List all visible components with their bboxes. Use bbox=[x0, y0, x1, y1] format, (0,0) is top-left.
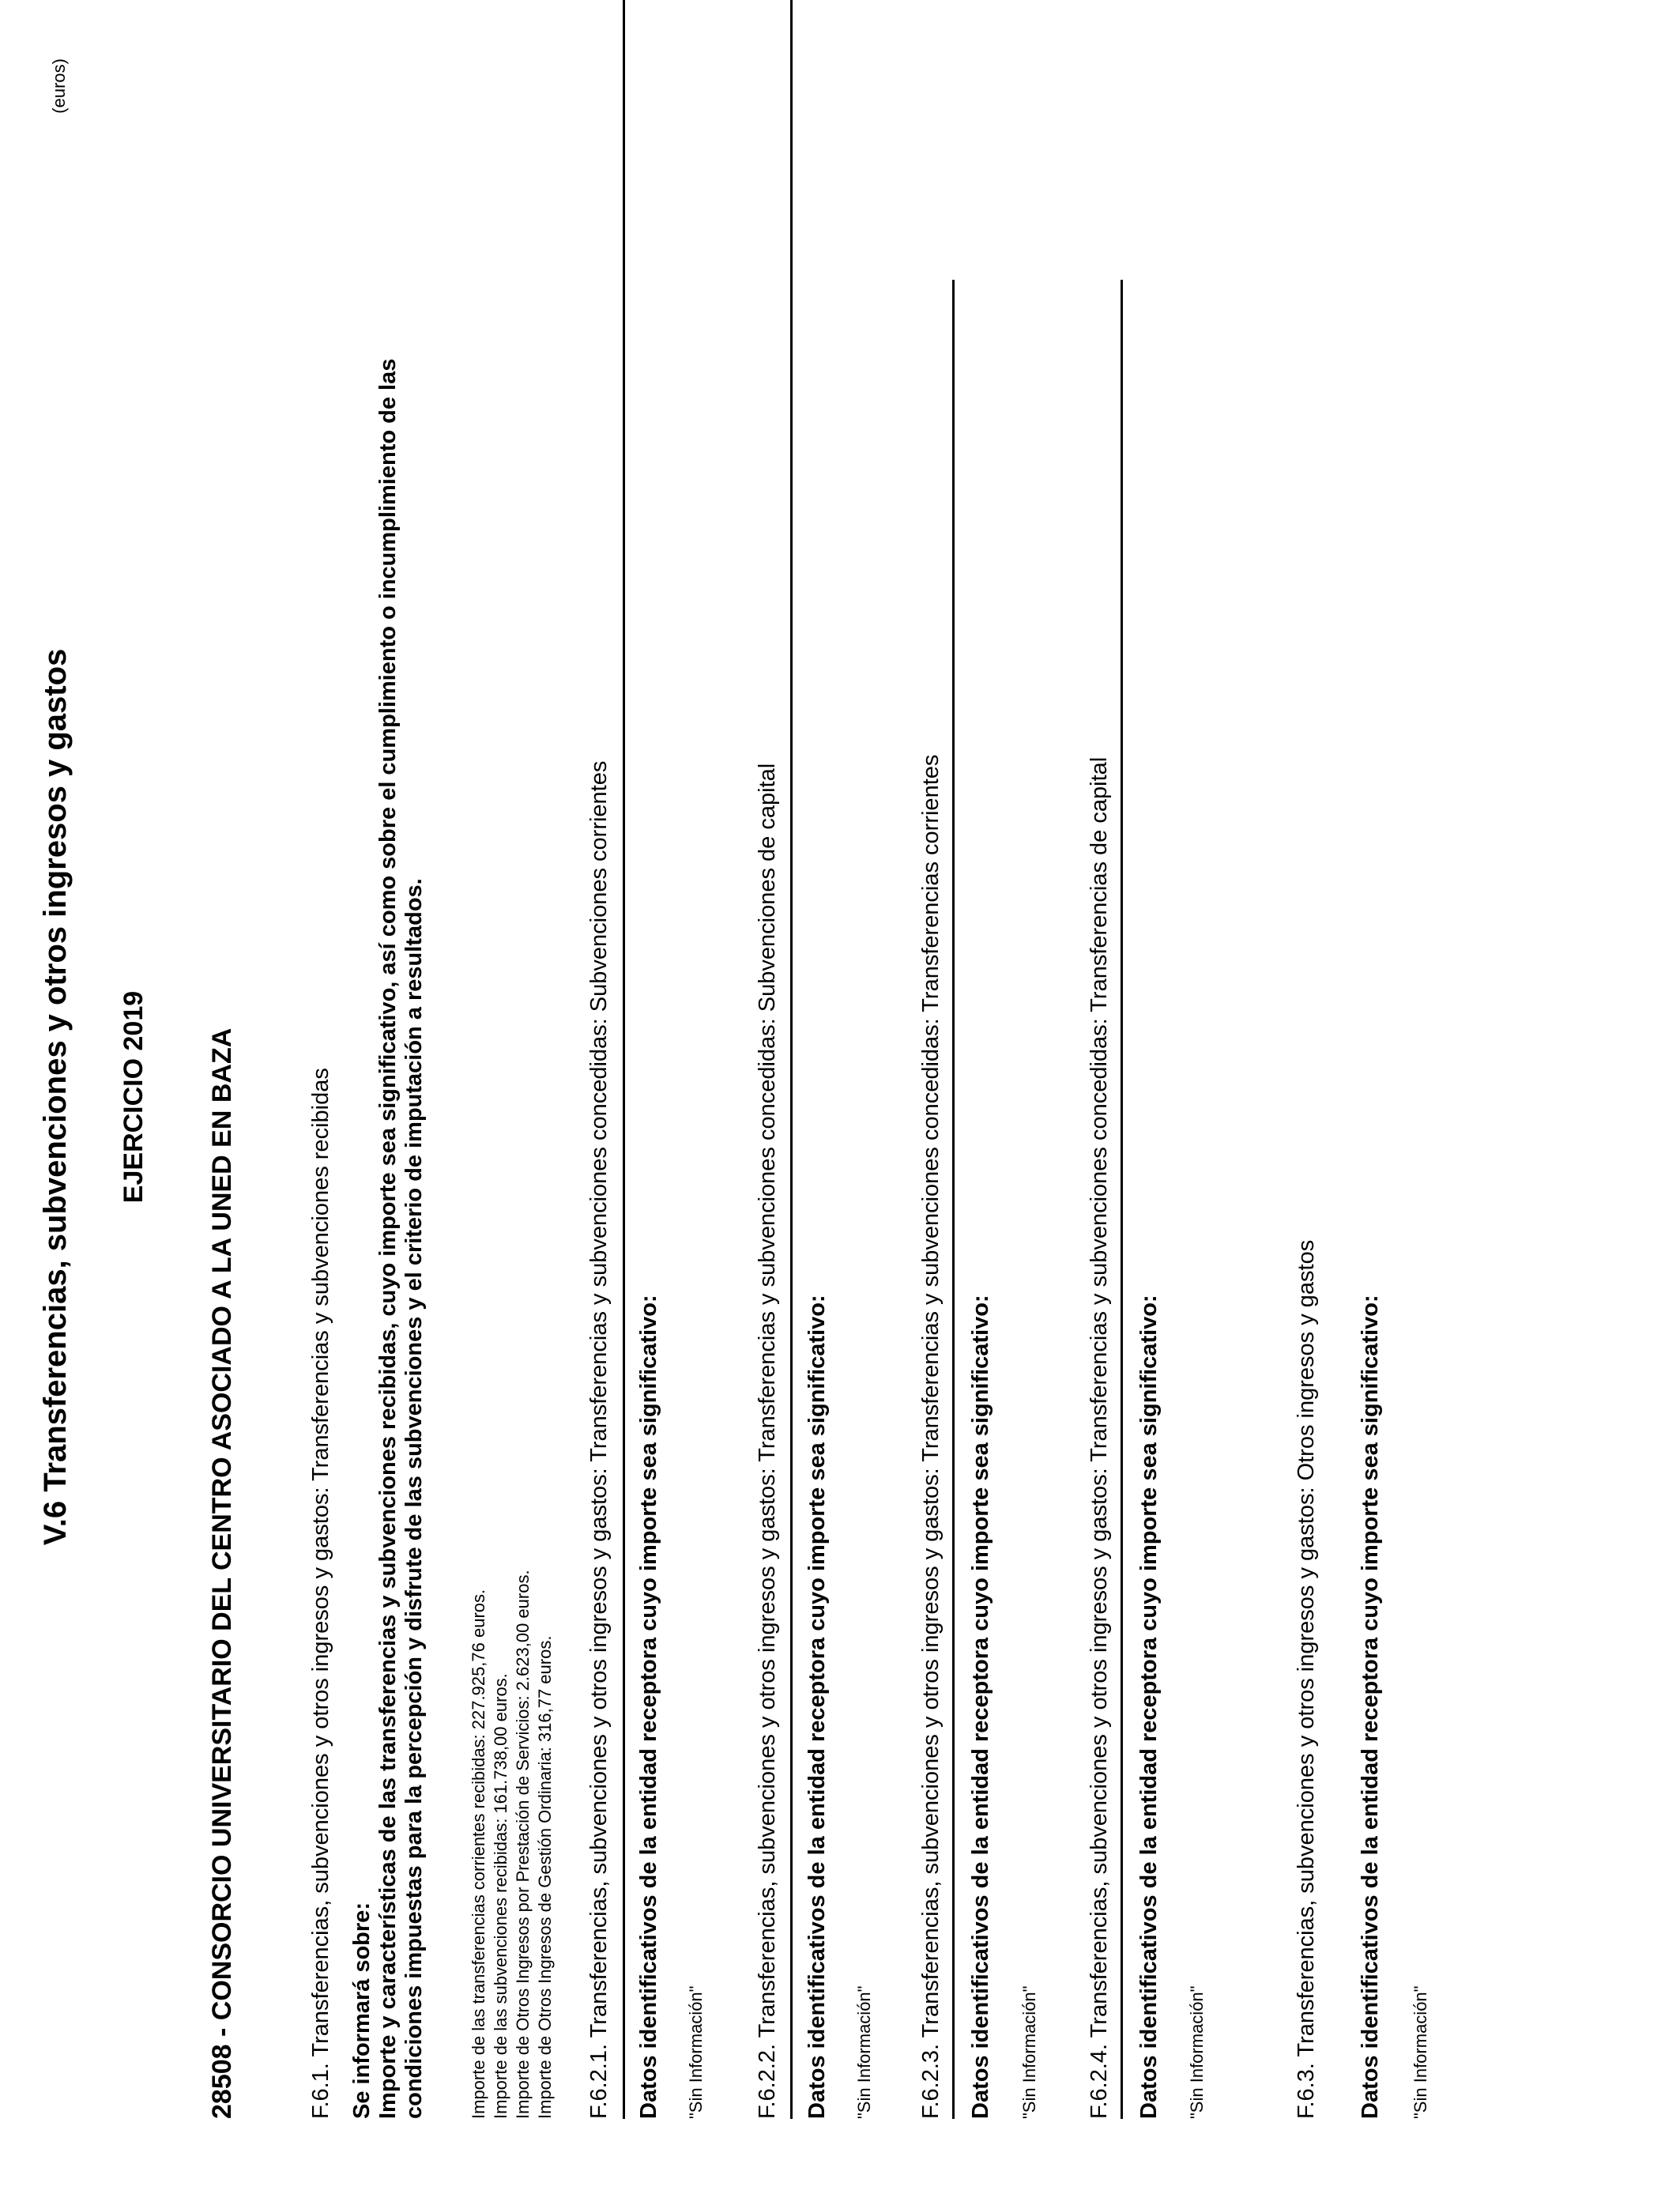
amounts-list bbox=[468, 1570, 556, 2119]
entity-name: 28508 - CONSORCIO UNIVERSITARIO DEL CENTRO ASOCIADO A LA UNED EN BAZA bbox=[207, 1027, 237, 2119]
amount-line: Importe de las subvenciones recibidas: 161.738,00 euros. bbox=[491, 1673, 510, 2119]
no-info-value: "Sin Información" bbox=[1019, 1985, 1039, 2119]
no-info-value: "Sin Información" bbox=[854, 1985, 874, 2119]
subsection-title: F.6.2.2. Transferencias, subvenciones y otros ingresos y gastos: Transferencias y subvenciones concedidas: Subvenciones de capital bbox=[755, 763, 780, 2119]
info-description bbox=[375, 359, 428, 2119]
recipient-label: Datos identificativos de la entidad receptora cuyo importe sea significativo: bbox=[636, 1295, 661, 2119]
recipient-label: Datos identificativos de la entidad receptora cuyo importe sea significativo: bbox=[804, 1295, 830, 2119]
page-title: V.6 Transferencias, subvenciones y otros ingresos y gastos bbox=[38, 648, 73, 1546]
no-info-value: "Sin Información" bbox=[686, 1985, 706, 2119]
section-f61-title: F.6.1. Transferencias, subvenciones y otros ingresos y gastos: Transferencias y subvenciones recibidas bbox=[308, 1068, 333, 2119]
subsection-title: F.6.2.1. Transferencias, subvenciones y otros ingresos y gastos: Transferencias y subvenciones concedidas: Subvenciones corrientes bbox=[586, 760, 612, 2119]
section-divider bbox=[623, 0, 625, 2119]
recipient-label: Datos identificativos de la entidad receptora cuyo importe sea significativo: bbox=[1136, 1295, 1162, 2119]
subsection-title: F.6.2.4. Transferencias, subvenciones y otros ingresos y gastos: Transferencias y subvenciones concedidas: Transferencias de capital bbox=[1087, 756, 1112, 2119]
exercise-year: EJERCICIO 2019 bbox=[119, 990, 149, 1204]
recipient-label: Datos identificativos de la entidad receptora cuyo importe sea significativo: bbox=[968, 1295, 993, 2119]
section-divider bbox=[952, 280, 955, 2119]
no-info-value: "Sin Información" bbox=[1411, 1985, 1430, 2119]
info-line: Importe y características de las transferencias y subvenciones recibidas, cuyo importe sea significativo, así como sobre el cumplimiento o incumplimiento de las bbox=[375, 358, 401, 2119]
section-divider bbox=[790, 0, 793, 2119]
info-line: condiciones impuestas para la percepción y disfrute de las subvenciones y el criterio de imputación a resultados. bbox=[401, 878, 427, 2119]
recipient-label: Datos identificativos de la entidad receptora cuyo importe sea significativo: bbox=[1358, 1295, 1383, 2119]
subsection-title: F.6.3. Transferencias, subvenciones y otros ingresos y gastos: Otros ingresos y gastos bbox=[1294, 1239, 1319, 2119]
info-heading: Se informará sobre: bbox=[349, 1902, 375, 2119]
subsection-title: F.6.2.3. Transferencias, subvenciones y otros ingresos y gastos: Transferencias y subvenciones concedidas: Transferencias corrientes bbox=[918, 754, 944, 2119]
amount-line: Importe de Otros Ingresos por Prestación de Servicios: 2.623,00 euros. bbox=[513, 1570, 533, 2119]
amount-line: Importe de las transferencias corrientes recibidas: 227.925,76 euros. bbox=[469, 1589, 488, 2119]
section-divider bbox=[1121, 280, 1123, 2119]
no-info-value: "Sin Información" bbox=[1187, 1985, 1207, 2119]
units-label: (euros) bbox=[49, 58, 69, 114]
amount-line: Importe de Otros Ingresos de Gestión Ordinaria: 316,77 euros. bbox=[535, 1635, 555, 2119]
